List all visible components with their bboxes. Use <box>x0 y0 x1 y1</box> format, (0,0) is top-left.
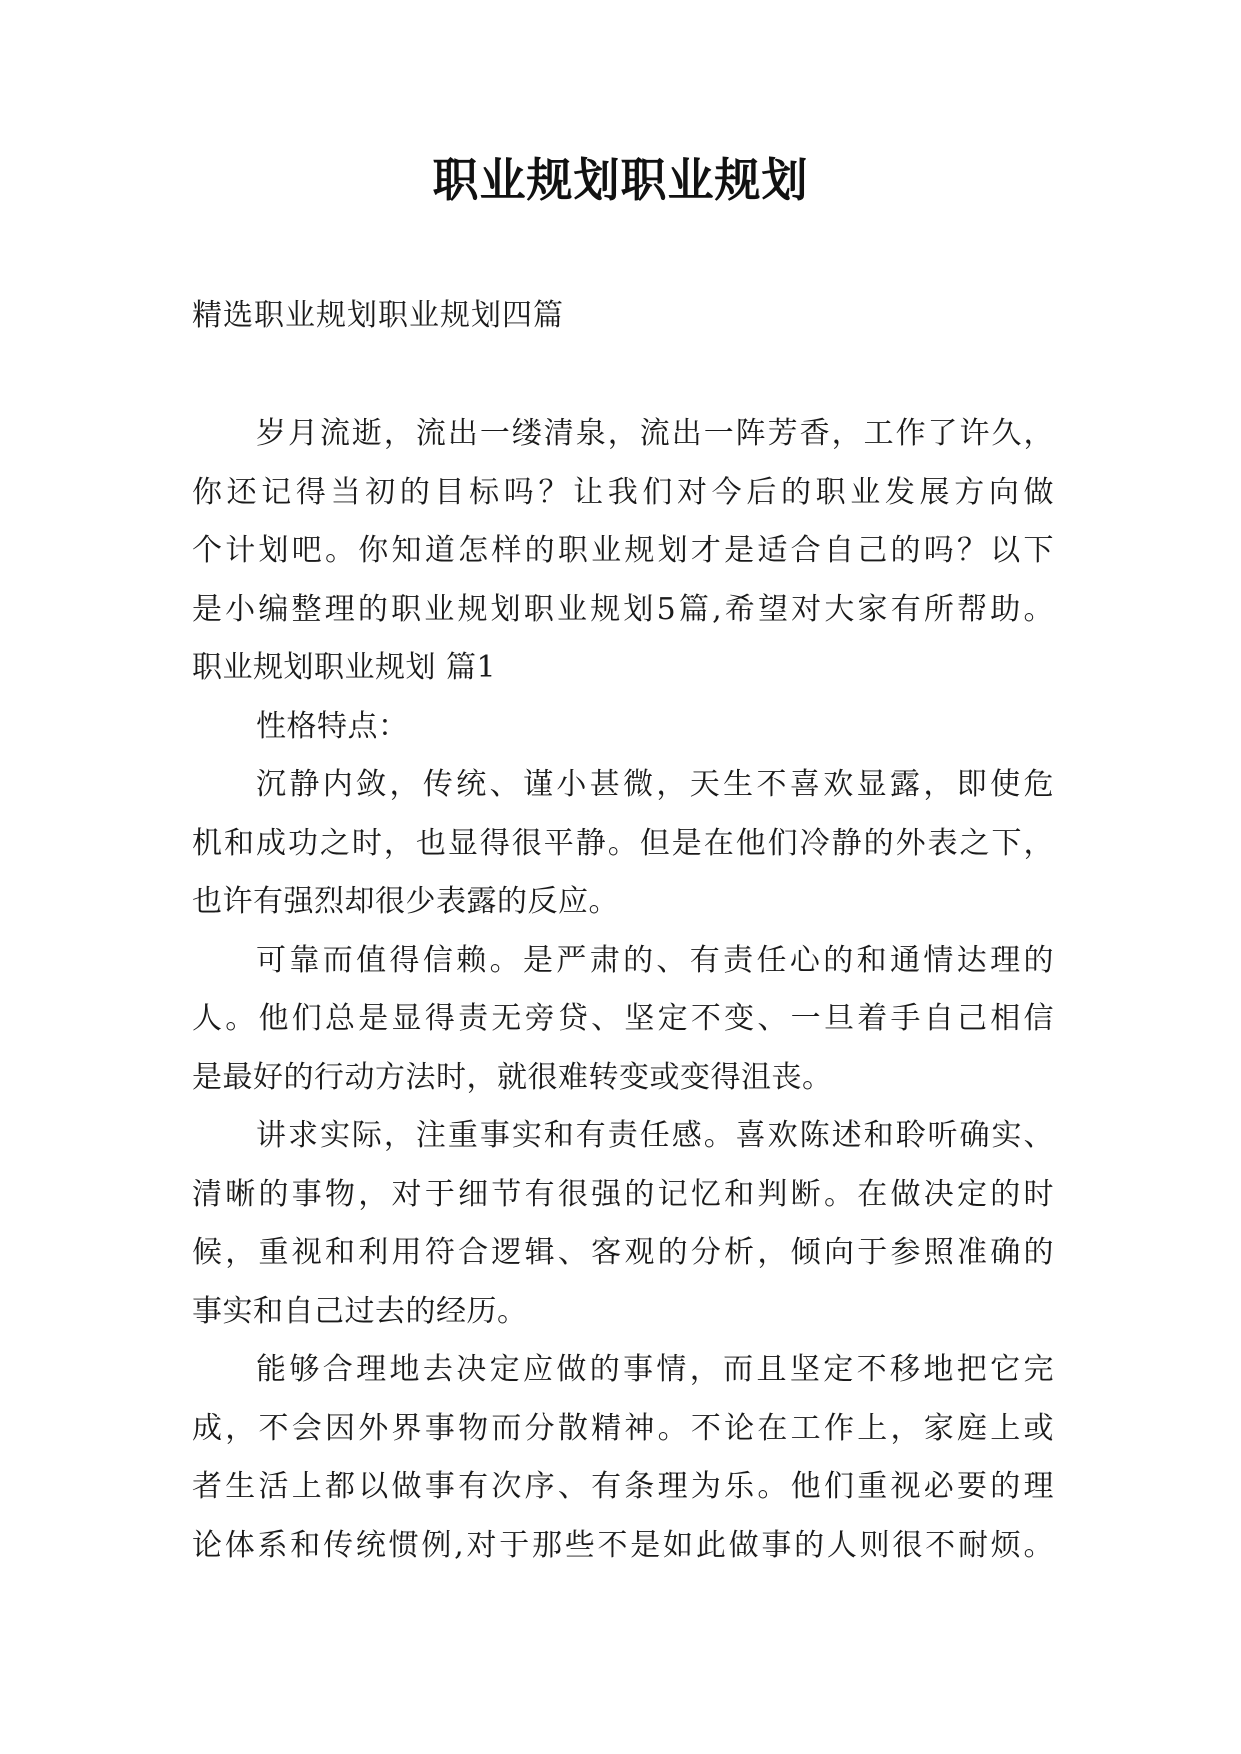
paragraph-line: 讲求实际，注重事实和有责任感。喜欢陈述和聆听确实、 <box>256 1118 1054 1153</box>
paragraph-line: 人。他们总是显得责无旁贷、坚定不变、一旦着手自己相信 <box>192 1001 1054 1036</box>
paragraph-line: 论体系和传统惯例,对于那些不是如此做事的人则很不耐烦。 <box>192 1527 1054 1563</box>
paragraph-line: 岁月流逝，流出一缕清泉，流出一阵芳香，工作了许久， <box>256 416 1054 451</box>
paragraph-line: 能够合理地去决定应做的事情，而且坚定不移地把它完 <box>256 1352 1054 1387</box>
paragraph-line: 候，重视和利用符合逻辑、客观的分析，倾向于参照准确的 <box>192 1235 1054 1270</box>
page-title: 职业规划职业规划 <box>432 153 809 207</box>
paragraph-line: 者生活上都以做事有次序、有条理为乐。他们重视必要的理 <box>192 1469 1054 1504</box>
section-heading: 职业规划职业规划 篇1 <box>192 650 497 685</box>
body-text <box>192 405 1054 1575</box>
paragraph-line: 成，不会因外界事物而分散精神。不论在工作上，家庭上或 <box>192 1410 1054 1446</box>
paragraph-line: 个计划吧。你知道怎样的职业规划才是适合自己的吗？以下 <box>192 533 1054 568</box>
paragraph-line: 机和成功之时，也显得很平静。但是在他们冷静的外表之下， <box>192 825 1054 861</box>
section-label: 性格特点： <box>256 708 409 744</box>
paragraph-line: 是最好的行动方法时，就很难转变或变得沮丧。 <box>192 1059 833 1095</box>
paragraph-line: 清晰的事物，对于细节有很强的记忆和判断。在做决定的时 <box>192 1176 1054 1212</box>
paragraph-line: 是小编整理的职业规划职业规划5篇,希望对大家有所帮助。 <box>192 591 1054 627</box>
paragraph-line: 你还记得当初的目标吗？让我们对今后的职业发展方向做 <box>192 474 1054 510</box>
document-subtitle: 精选职业规划职业规划四篇 <box>192 298 564 333</box>
paragraph-line: 也许有强烈却很少表露的反应。 <box>192 884 619 919</box>
paragraph-line: 沉静内敛，传统、谨小甚微，天生不喜欢显露，即使危 <box>256 767 1054 802</box>
paragraph-line: 可靠而值得信赖。是严肃的、有责任心的和通情达理的 <box>256 942 1054 978</box>
paragraph-line: 事实和自己过去的经历。 <box>192 1293 528 1329</box>
